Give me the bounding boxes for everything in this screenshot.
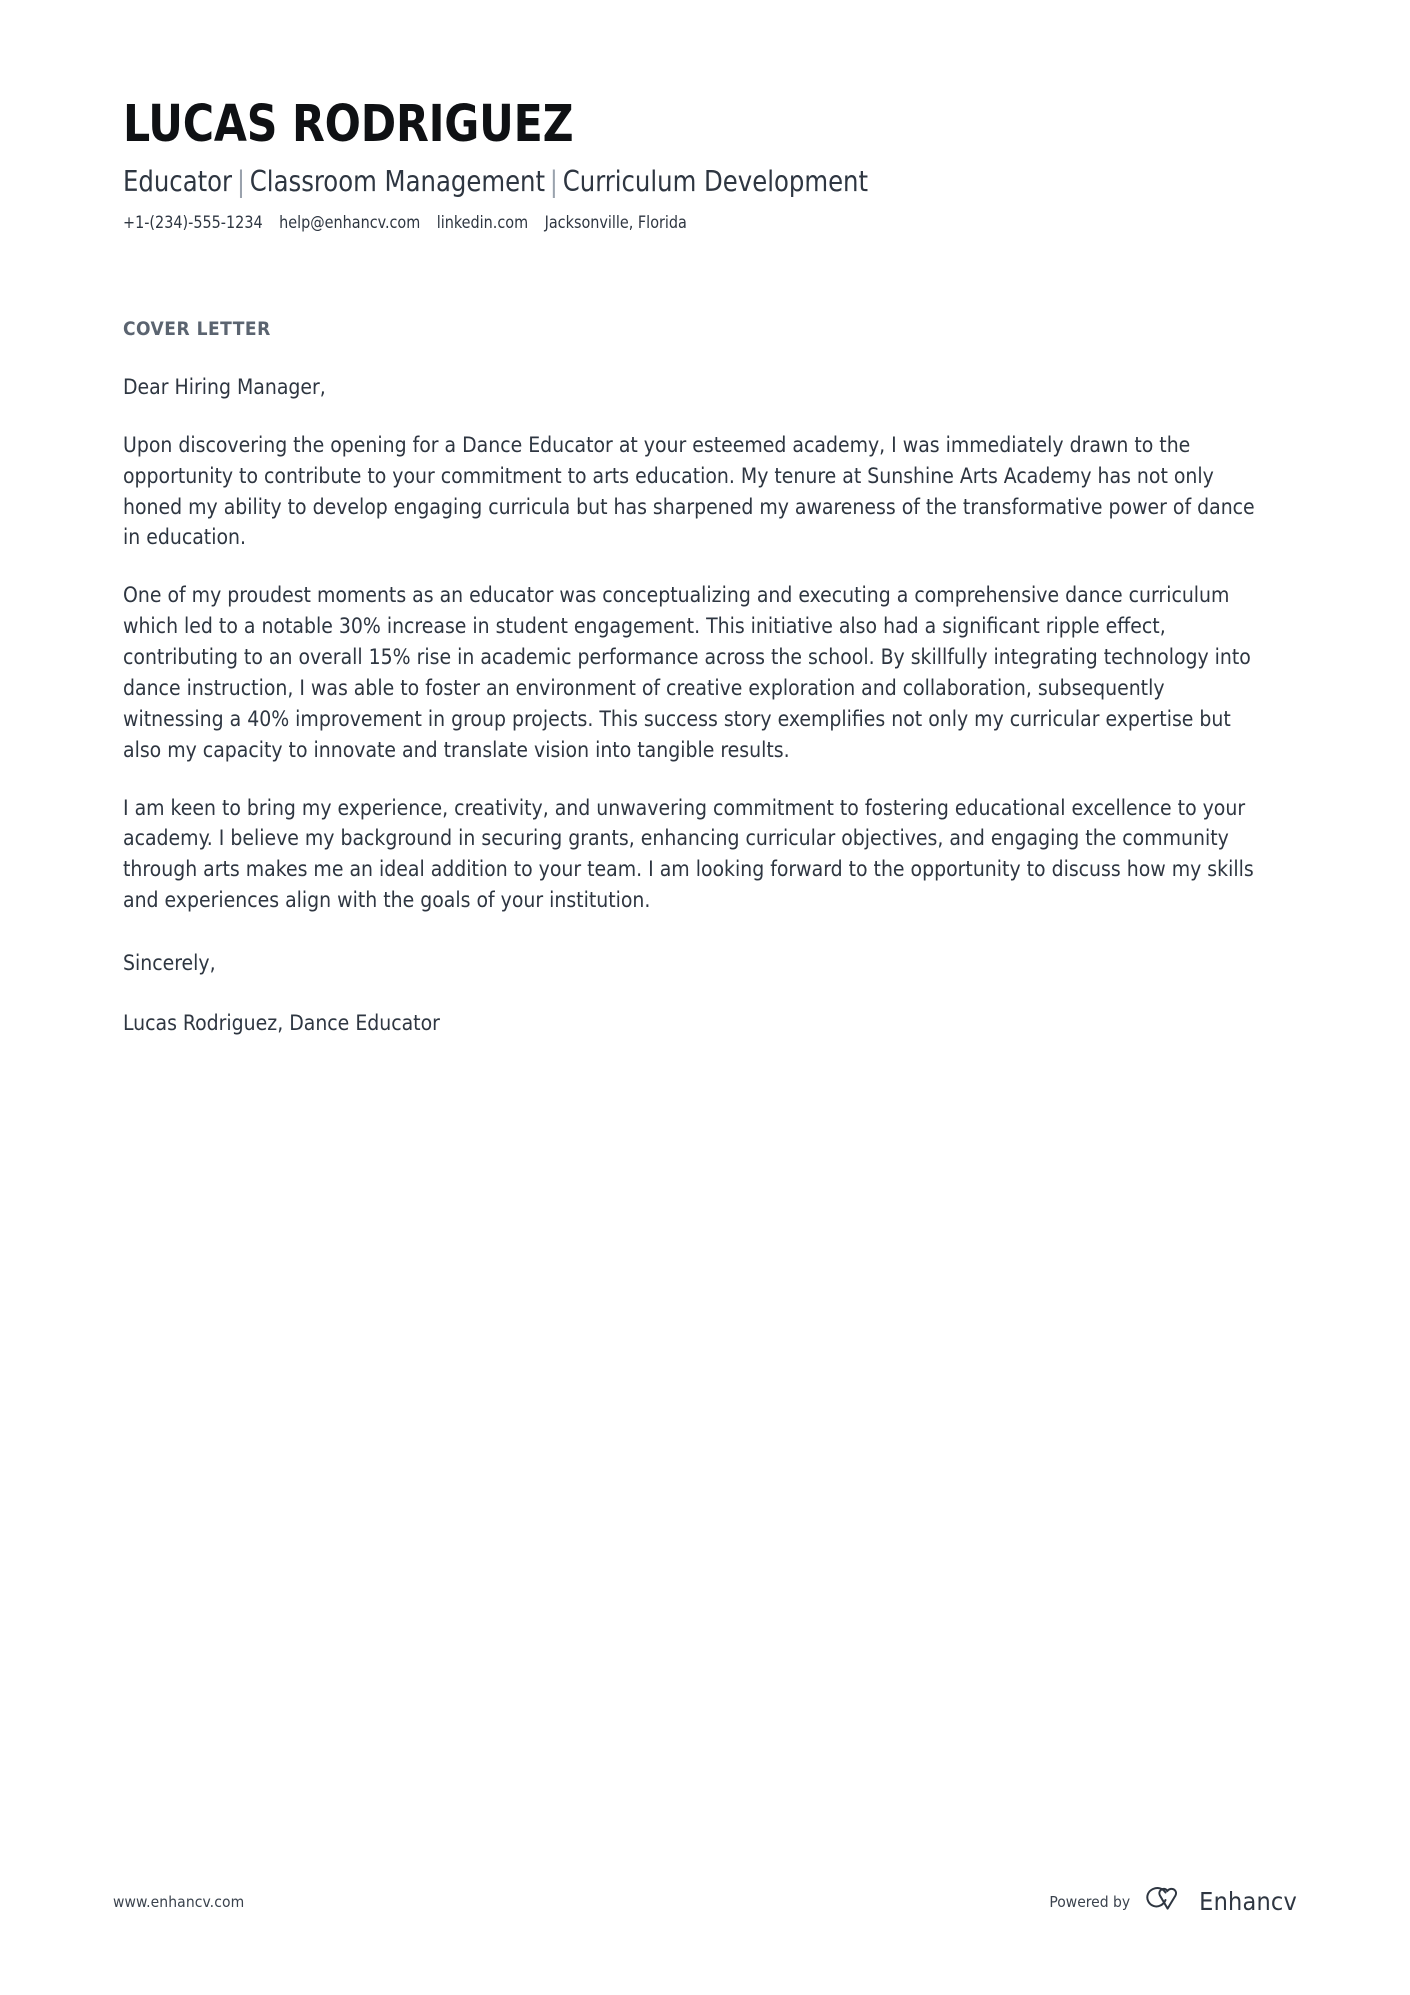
letter-salutation: Dear Hiring Manager, (123, 375, 326, 400)
footer-website-url[interactable]: www.enhancv.com (113, 1892, 245, 1911)
page-footer (113, 1886, 1297, 1917)
headline-part-3: Curriculum Development (562, 165, 869, 199)
letter-signature: Lucas Rodriguez, Dance Educator (123, 1011, 440, 1036)
candidate-name: LUCAS RODRIGUEZ (123, 95, 574, 154)
headline-separator-2: | (549, 165, 559, 199)
letter-header (123, 0, 1287, 232)
document-content (123, 0, 1287, 1039)
letter-closing: Sincerely, (123, 950, 216, 975)
contact-line (123, 213, 1252, 233)
enhancv-logo[interactable] (1144, 1886, 1297, 1917)
footer-brand-area (1049, 1886, 1297, 1917)
section-title-cover-letter: COVER LETTER (123, 318, 271, 341)
contact-phone: +1-(234)-555-1234 (123, 212, 263, 232)
letter-paragraph-1: Upon discovering the opening for a Dance Educator at your esteemed academy, I was immediately drawn to the opportunity to contribute to your commitment to arts education. My tenure at Sunshine Arts Academy has not only honed my ability to develop engaging curricula but has sharpened my awareness of the transformative power of dance in education. (123, 432, 1255, 550)
powered-by-label: Powered by (1049, 1892, 1131, 1911)
contact-linkedin[interactable]: linkedin.com (436, 212, 529, 232)
enhancv-brand-name: Enhancv (1199, 1887, 1297, 1916)
letter-paragraph-3: I am keen to bring my experience, creativity, and unwavering commitment to fostering educational excellence to your academy. I believe my background in securing grants, enhancing curricular objectives, and engaging the community through arts makes me an ideal addition to your team. I am looking forward to the opportunity to discuss how my skills and experiences align with the goals of your institution. (123, 795, 1254, 913)
enhancv-infinity-heart-icon (1144, 1886, 1190, 1917)
letter-paragraph-2: One of my proudest moments as an educator was conceptualizing and executing a comprehensive dance curriculum which led to a notable 30% increase in student engagement. This initiative also had a significant ripple effect, contributing to an overall 15% rise in academic performance across the school. By skillfully integrating technology into dance instruction, I was able to foster an environment of creative exploration and collaboration, subsequently witnessing a 40% improvement in group projects. This success story exemplifies not only my curricular expertise but also my capacity to innovate and translate vision into tangible results. (123, 583, 1251, 762)
contact-location: Jacksonville, Florida (544, 212, 687, 232)
headline-part-2: Classroom Management (249, 165, 546, 199)
contact-email[interactable]: help@enhancv.com (279, 212, 421, 232)
headline-separator-1: | (236, 165, 246, 199)
candidate-headline (123, 165, 1229, 199)
headline-part-1: Educator (123, 165, 233, 199)
